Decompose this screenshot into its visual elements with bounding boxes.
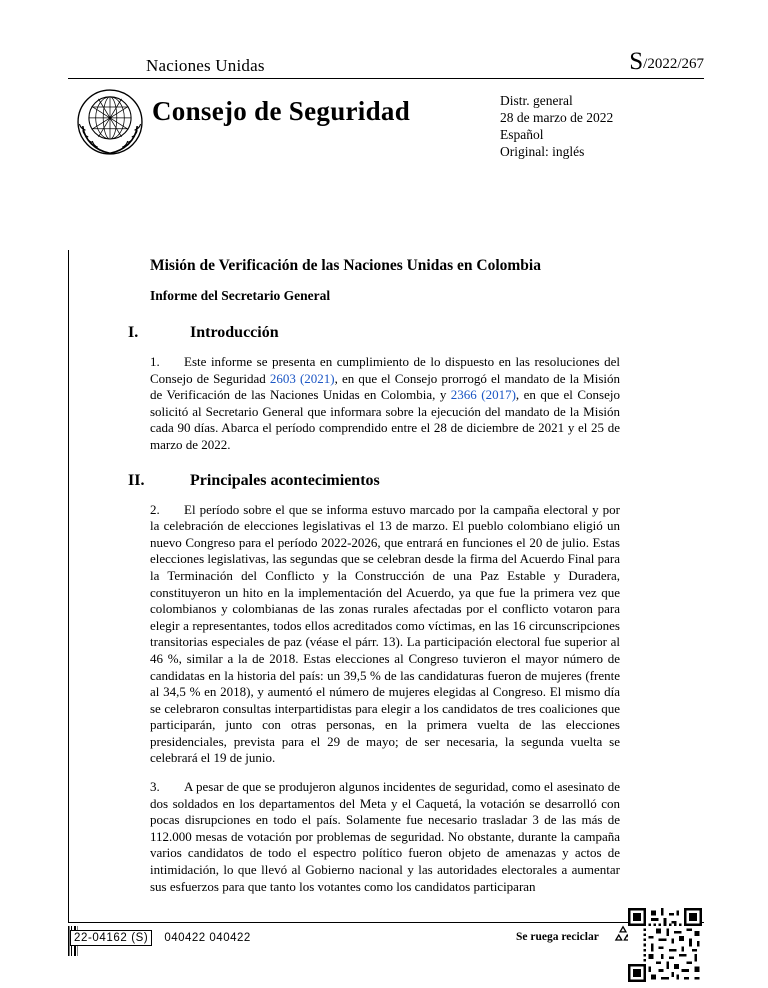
page-subtitle: Informe del Secretario General [150,288,331,303]
organization-name: Naciones Unidas [146,56,265,75]
paragraph-text-2: El período sobre el que se informa estuvo marcado por la campaña electoral y por la celebración de elecciones legislativas el 13 de marzo. El pueblo colombiano eligió un nuevo Congreso para el período 2022-2026, que entrará en funciones el 20 de julio. Estas elecciones legislativas, las segundas que se celebran desde la firma del Acuerdo Final para la Terminación del Conflicto y la Construcción de una Paz Estable y Duradera, constituyeron un hito en la implementación del Acuerdo, ya que fue la primera vez que colombianos y colombianas de las zonas rurales afectadas por el conflicto votaron para elegir a representantes, todos ellos acreditados como víctimas, en las 16 circunscripciones transitorias especiales de paz (véase el párr. 13). La participación electoral fue superior al 46 %, similar a la de 2018. Estas elecciones al Congreso tuvieron el mayor número de candidatas en la historia del país: un 39,5 % de las candidaturas fueron de mujeres (frente al 34,5 % en 2018), y aumentó el número de mujeres elegidas al Congreso. El mismo día se celebraron consultas interpartidistas para elegir a los candidatos de tres coaliciones que participarán, junto con otras personas, en la primera vuelta de las elecciones presidenciales, prevista para el 29 de mayo; de ser necesaria, la segunda vuelta se celebrará el 19 de junio. [150,501,620,766]
paragraph-2 [150,502,620,768]
document-date: 28 de marzo de 2022 [500,110,614,125]
paragraph-number-3: 3. [150,779,160,795]
document-header [68,48,704,76]
un-emblem-icon [76,88,144,156]
paragraph-1 [150,354,620,454]
section-number-1: I. [128,324,139,341]
distribution-block [500,92,613,160]
header-divider [68,78,704,79]
resolution-link-2603[interactable]: 2603 (2021) [269,370,335,386]
document-symbol-suffix: /2022/267 [643,56,704,72]
qr-code [628,908,702,982]
document-language: Español [500,127,544,142]
page-title: Misión de Verificación de las Naciones Unidas en Colombia [150,257,541,274]
footer-divider [68,922,704,923]
paragraph-text-1c: , en que el Consejo solicitó al Secretario General que informara sobre la ejecución del mandato de la Misión cada 90 días. Abarca el período comprendido entre el 28 de diciembre de 2021 y el 25 de marzo de 2022. [150,387,620,452]
section-heading-1 [128,324,620,342]
paragraph-text-1a: Este informe se presenta en cumplimiento de lo dispuesto en las resoluciones del Consejo de Seguridad [150,354,620,386]
section-heading-2 [128,471,620,490]
recycle-text: Se ruega reciclar [516,931,599,943]
job-code: 22-04162 (S) [70,930,152,946]
distribution-label: Distr. general [500,93,573,108]
paragraph-number-1: 1. [150,354,160,369]
organ-title: Consejo de Seguridad [152,96,411,126]
document-body [128,256,620,907]
paragraph-3 [150,779,620,895]
section-number-2: II. [128,471,145,489]
body-left-rule [68,250,69,922]
resolution-link-2366[interactable]: 2366 (2017) [450,387,516,403]
masthead [68,84,704,166]
paragraph-text-1b: , en que el Consejo prorrogó el mandato de la Misión de Verificación de las Naciones Unidas en Colombia, y [150,370,620,403]
job-dates: 040422 040422 [164,932,251,944]
document-symbol [629,48,704,76]
section-title-2: Principales acontecimientos [190,471,380,489]
document-original: Original: inglés [500,144,585,159]
paragraph-number-2: 2. [150,501,160,517]
document-symbol-prefix: S [629,48,644,75]
job-number [70,930,251,946]
paragraph-text-3: A pesar de que se produjeron algunos incidentes de seguridad, como el asesinato de dos soldados en los departamentos del Meta y el Caquetá, la votación se desarrolló con pocas disrupciones en todo el país. Solamente fue necesario trasladar 3 de las más de 112.000 mesas de votación por problemas de seguridad. No obstante, durante la campaña varios candidatos de todo el espectro político fueron objeto de amenazas y actos de intimidación, lo que llevó al Gobierno nacional y las autoridades electorales a aumentar sus esfuerzos para que tanto los votantes como los candidatos participaran [150,779,620,894]
section-title-1: Introducción [190,324,279,341]
